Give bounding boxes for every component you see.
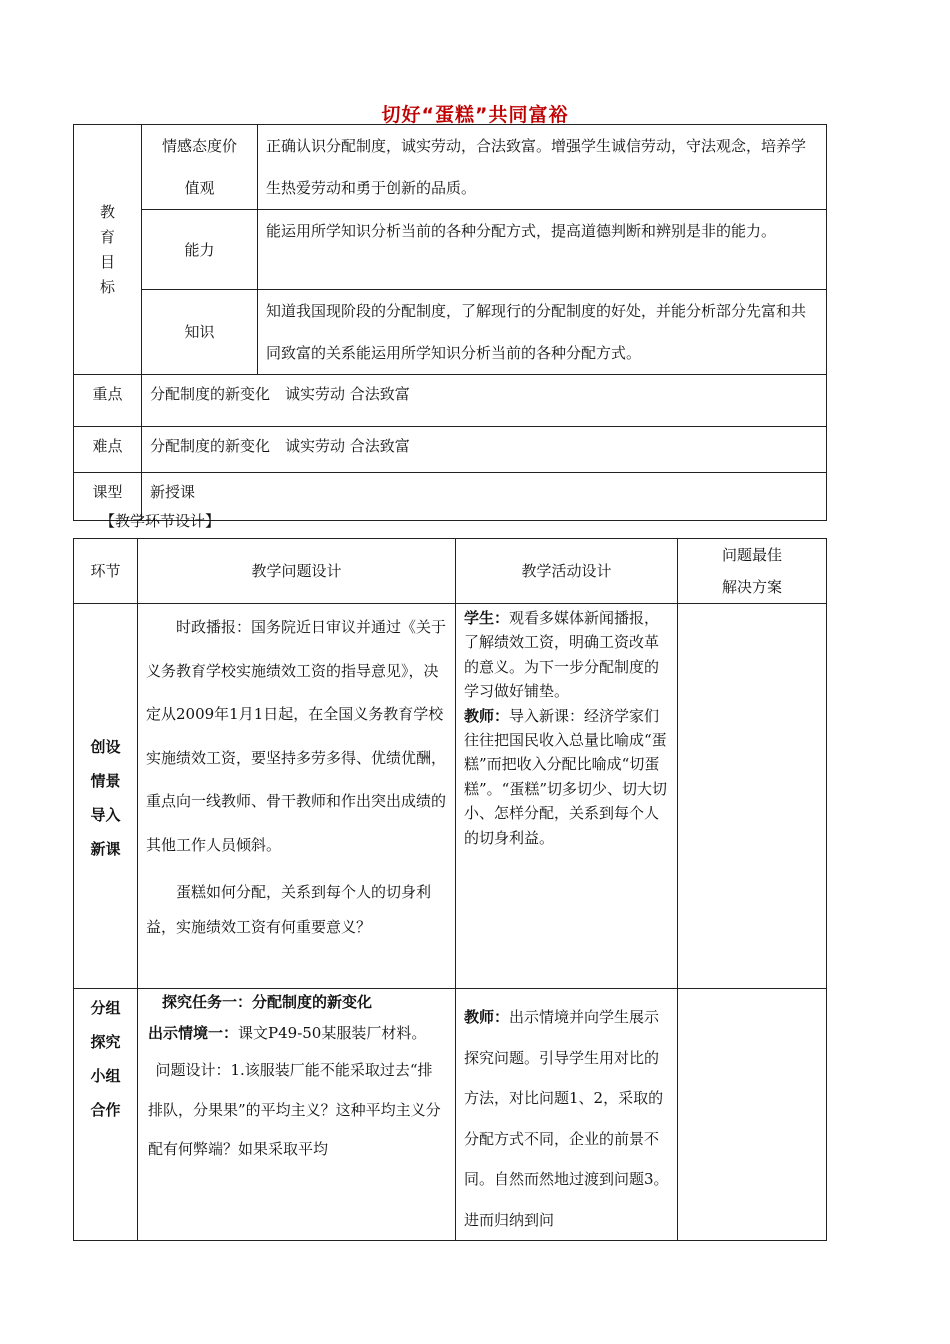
stage-group-inquiry: 分组 探究 小组 合作 (74, 989, 138, 1241)
document-title: 切好“蛋糕”共同富裕 (381, 104, 569, 126)
intro-best-solution (678, 604, 827, 989)
lesson-type-content: 新授课 (142, 473, 827, 521)
teacher-activity-text: 导入新课：经济学家们往往把国民收入总量比喻成“蛋糕”而把收入分配比喻成“切蛋糕”。“蛋糕”切多切少、切大切小、怎样分配，关系到每个人的切身利益。 (464, 706, 668, 847)
objectives-table (73, 124, 827, 521)
objectives-group-label: 教 育 目 标 (74, 125, 142, 375)
intro-activity-design (456, 604, 678, 989)
objective-content-knowledge: 知道我国现阶段的分配制度，了解现行的分配制度的好处，并能分析部分先富和共同致富的关系能运用所学知识分析当前的各种分配方式。 (258, 290, 827, 375)
inquiry-activity-design (456, 989, 678, 1241)
question-design-text: 问题设计：1.该服装厂能不能采取过去“排排队，分果果”的平均主义？这种平均主义分配有何弊端？如果采取平均 (148, 1061, 441, 1158)
section-caption: 【教学环节设计】 (100, 512, 221, 530)
difficulty-content: 分配制度的新变化 诚实劳动 合法致富 (142, 427, 827, 473)
header-stage: 环节 (74, 539, 138, 604)
task-title: 探究任务一：分配制度的新变化 (162, 993, 373, 1011)
student-label: 学生： (464, 609, 510, 627)
header-best-solution: 问题最佳 解决方案 (678, 539, 827, 604)
key-point-content: 分配制度的新变化 诚实劳动 合法致富 (142, 375, 827, 427)
key-point-label: 重点 (74, 375, 142, 427)
teacher-label: 教师： (464, 706, 510, 725)
teacher-label-2: 教师： (464, 1008, 510, 1026)
objective-label-attitude: 情感态度价 值观 (142, 125, 258, 210)
lesson-type-label: 课型 (74, 473, 142, 521)
news-report-text: 时政播报：国务院近日审议并通过《关于义务教育学校实施绩效工资的指导意见》，决定从2009年1月1日起，在全国义务教育学校实施绩效工资，要坚持多劳多得、优绩优酬，重点向一线教师、骨干教师和作出突出成绩的其他工作人员倾斜。 (146, 618, 447, 854)
teaching-design-table (73, 538, 827, 1241)
teacher-activity-text-2: 出示情境并向学生展示探究问题。引导学生用对比的方法，对比问题1、2，采取的分配方式不同，企业的前景不同。自然而然地过渡到问题3。进而归纳到问 (464, 1008, 669, 1229)
scene-text: 课文P49-50某服装厂材料。 (238, 1024, 427, 1042)
intro-question-design (138, 604, 456, 989)
inquiry-best-solution (678, 989, 827, 1241)
objective-content-attitude: 正确认识分配制度，诚实劳动，合法致富。增强学生诚信劳动，守法观念，培养学生热爱劳动和勇于创新的品质。 (258, 125, 827, 210)
objective-label-ability: 能力 (142, 210, 258, 290)
inquiry-question-design (138, 989, 456, 1241)
objective-content-ability: 能运用所学知识分析当前的各种分配方式，提高道德判断和辨别是非的能力。 (258, 210, 827, 290)
difficulty-label: 难点 (74, 427, 142, 473)
scene-label: 出示情境一： (148, 1024, 239, 1042)
objective-label-knowledge: 知识 (142, 290, 258, 375)
intro-question-text: 蛋糕如何分配，关系到每个人的切身利益，实施绩效工资有何重要意义？ (146, 883, 432, 936)
header-question-design: 教学问题设计 (138, 539, 456, 604)
student-activity-text: 观看多媒体新闻播报，了解绩效工资，明确工资改革的意义。为下一步分配制度的学习做好铺垫。 (464, 609, 660, 701)
stage-intro: 创设 情景 导入 新课 (74, 604, 138, 989)
header-activity-design: 教学活动设计 (456, 539, 678, 604)
